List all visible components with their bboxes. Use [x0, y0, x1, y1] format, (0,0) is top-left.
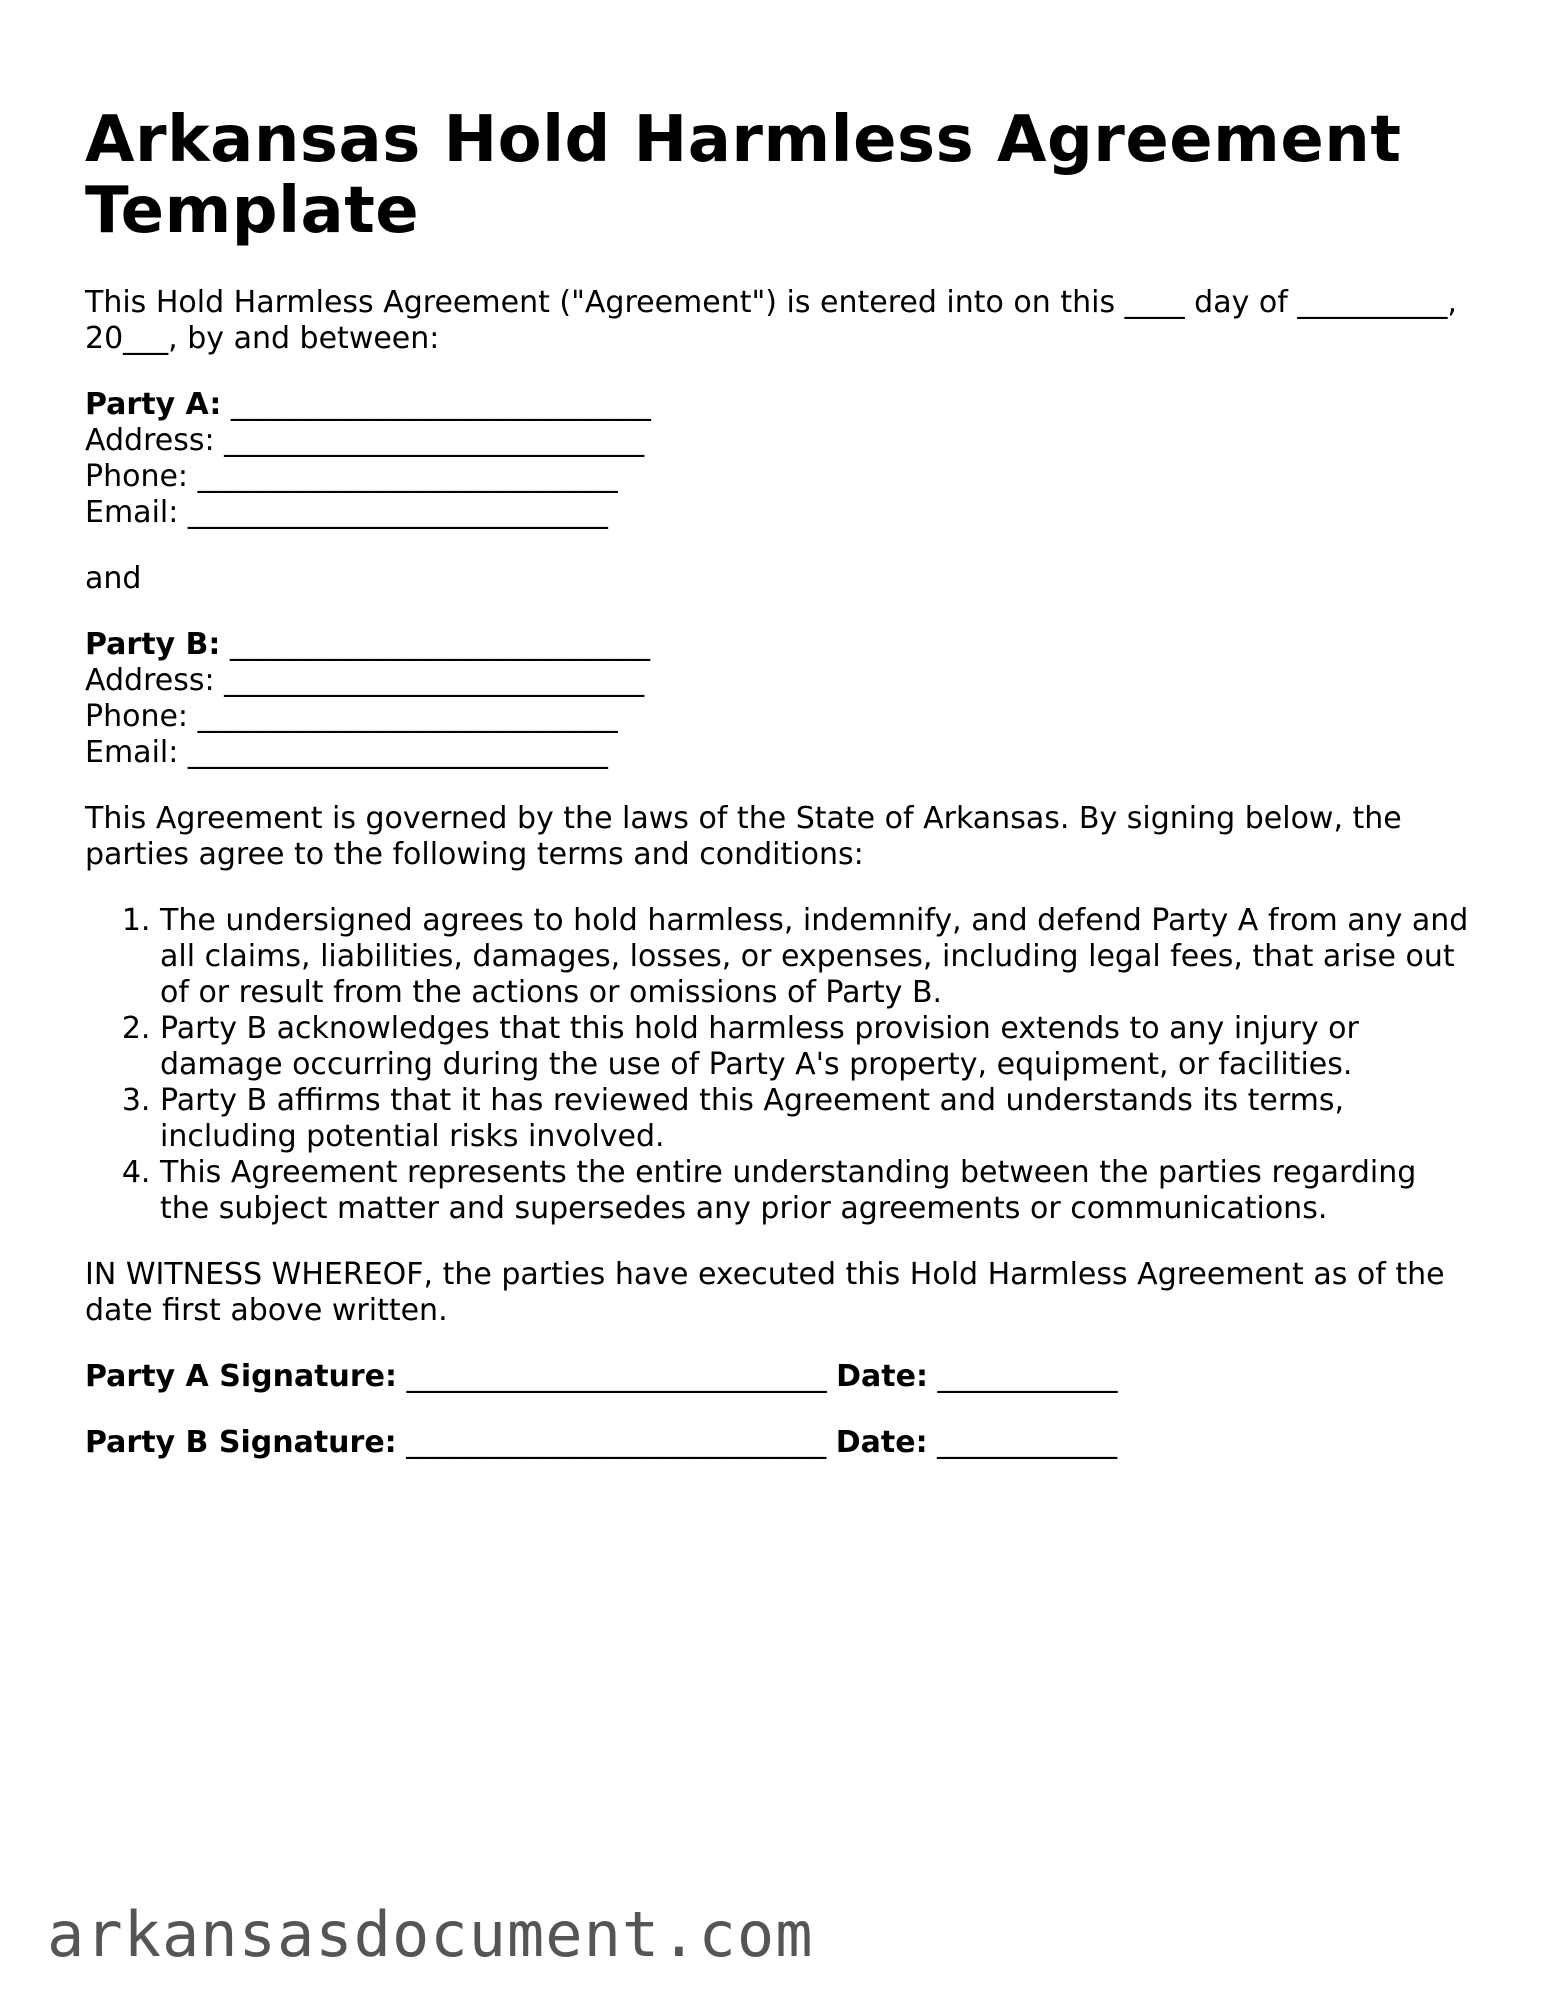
intro-paragraph: This Hold Harmless Agreement ("Agreement") is entered into on this ____ day of __________, 20___, by and between: — [85, 285, 1457, 356]
term-item: 2. Party B acknowledges that this hold harmless provision extends to any injury or damage occurring during the use of Party A's property, equipment, or facilities. — [160, 1011, 1475, 1083]
governing-law-paragraph: This Agreement is governed by the laws of the State of Arkansas. By signing below, the parties agree to the following terms and conditions: — [85, 801, 1402, 872]
party-a-email-line: Email: ____________________________ — [85, 495, 608, 530]
party-b-date-blank: ____________ — [937, 1425, 1118, 1460]
party-b-date-label: Date: — [835, 1425, 928, 1460]
party-a-date-label: Date: — [836, 1359, 928, 1394]
party-b-signature-blank: ____________________________ — [406, 1425, 827, 1460]
page-title: Arkansas Hold Harmless Agreement Template — [85, 103, 1402, 248]
and-separator: and — [85, 561, 142, 596]
party-a-name-line — [85, 387, 1475, 423]
terms-list — [85, 903, 1475, 1227]
party-b-phone-line: Phone: ____________________________ — [85, 699, 618, 734]
party-a-phone-line: Phone: ____________________________ — [85, 459, 618, 494]
party-a-address-line: Address: ____________________________ — [85, 423, 645, 458]
term-item: 1. The undersigned agrees to hold harmless, indemnify, and defend Party A from any and all claims, liabilities, damages, losses, or expenses, including legal fees, that arise out of or result from the actions or omissions of Party B. — [160, 903, 1475, 1011]
party-b-signature-line — [85, 1425, 1475, 1461]
party-b-email-line: Email: ____________________________ — [85, 735, 608, 770]
party-b-label: Party B: — [85, 627, 221, 662]
document-page — [85, 105, 1475, 1461]
witness-paragraph: IN WITNESS WHEREOF, the parties have executed this Hold Harmless Agreement as of the date first above written. — [85, 1257, 1445, 1328]
party-a-date-blank: ____________ — [937, 1359, 1118, 1394]
party-b-block — [85, 627, 1475, 771]
party-a-signature-blank: ____________________________ — [406, 1359, 827, 1394]
party-a-block — [85, 387, 1475, 531]
party-a-signature-label: Party A Signature: — [85, 1359, 398, 1394]
party-b-name-blank: ____________________________ — [229, 627, 650, 662]
party-b-name-line — [85, 627, 1475, 663]
party-b-signature-label: Party B Signature: — [85, 1425, 397, 1460]
party-a-label: Party A: — [85, 387, 222, 422]
party-b-address-line: Address: ____________________________ — [85, 663, 645, 698]
party-a-signature-line — [85, 1359, 1475, 1395]
site-watermark: arkansasdocument.com — [47, 1898, 814, 1971]
party-a-name-blank: ____________________________ — [230, 387, 651, 422]
term-item: 3. Party B affirms that it has reviewed this Agreement and understands its terms, including potential risks involved. — [160, 1083, 1475, 1155]
term-item: 4. This Agreement represents the entire understanding between the parties regarding the subject matter and supersedes any prior agreements or communications. — [160, 1155, 1475, 1227]
